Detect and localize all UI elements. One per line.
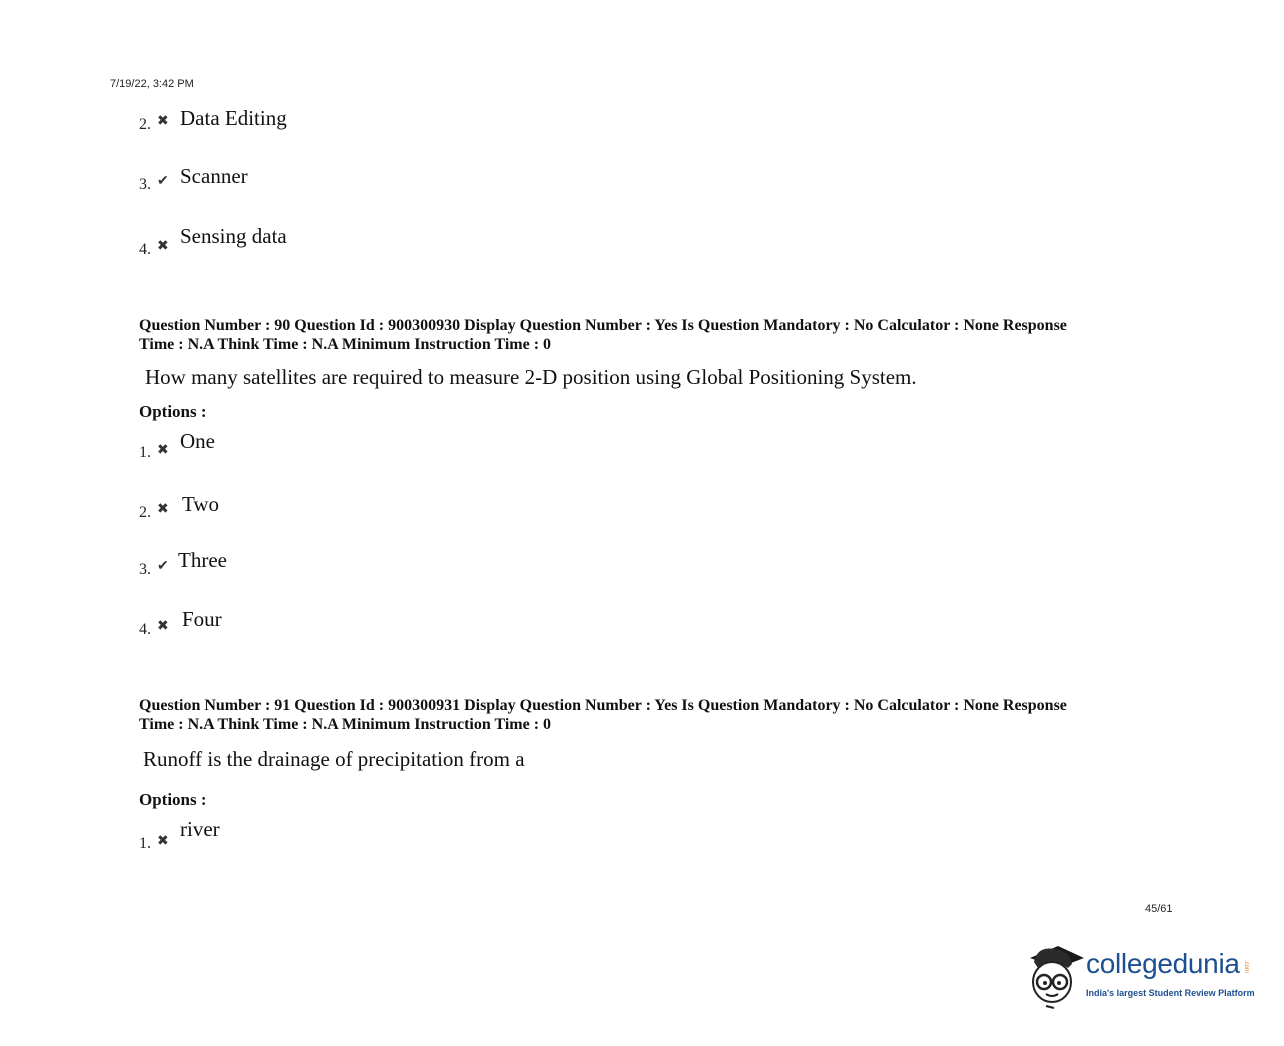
logo-tagline: India's largest Student Review Platform	[1086, 988, 1255, 998]
option-text: One	[180, 429, 215, 453]
print-timestamp: 7/19/22, 3:42 PM	[110, 78, 194, 90]
wrong-mark-icon: ✖	[157, 239, 169, 254]
logo-wordmark: collegedunia	[1086, 948, 1240, 979]
option-number: 1.	[139, 444, 151, 461]
option-text: river	[180, 817, 220, 841]
option-number: 2.	[139, 116, 151, 133]
question-meta	[139, 696, 1149, 734]
question-text: Runoff is the drainage of precipitation from a	[143, 747, 525, 771]
option-number: 4.	[139, 621, 151, 638]
wrong-mark-icon: ✖	[157, 619, 169, 634]
question-meta-line: Question Number : 91 Question Id : 900300931 Display Question Number : Yes Is Question Mandatory : No Calculator : None Response	[139, 697, 1067, 714]
wrong-mark-icon: ✖	[157, 834, 169, 849]
question-meta-line: Time : N.A Think Time : N.A Minimum Instruction Time : 0	[139, 716, 552, 733]
options-label: Options :	[139, 402, 207, 421]
option-text: Three	[178, 548, 227, 572]
option-number: 2.	[139, 504, 151, 521]
question-meta-line: Question Number : 90 Question Id : 900300930 Display Question Number : Yes Is Question Mandatory : No Calculator : None Response	[139, 317, 1067, 334]
options-label: Options :	[139, 790, 207, 809]
option-text: Scanner	[180, 164, 248, 188]
correct-check-icon: ✔	[157, 559, 169, 574]
page-number: 45/61	[1145, 903, 1173, 915]
logo-com-suffix: .com	[1243, 960, 1249, 974]
mascot-logo-icon	[1024, 938, 1086, 1010]
option-text: Two	[182, 492, 220, 516]
option-number: 3.	[139, 176, 151, 193]
question-meta	[139, 316, 1149, 354]
wrong-mark-icon: ✖	[157, 443, 169, 458]
option-text: Sensing data	[180, 224, 287, 248]
question-text: How many satellites are required to measure 2-D position using Global Positioning System.	[145, 365, 917, 389]
option-number: 4.	[139, 241, 151, 258]
option-text: Four	[182, 607, 222, 631]
question-meta-line: Time : N.A Think Time : N.A Minimum Instruction Time : 0	[139, 336, 552, 353]
correct-check-icon: ✔	[157, 174, 169, 189]
option-number: 1.	[139, 835, 151, 852]
collegedunia-logo	[1024, 938, 1254, 1010]
wrong-mark-icon: ✖	[157, 502, 169, 517]
option-number: 3.	[139, 561, 151, 578]
option-text: Data Editing	[180, 106, 287, 130]
wrong-mark-icon: ✖	[157, 114, 169, 129]
